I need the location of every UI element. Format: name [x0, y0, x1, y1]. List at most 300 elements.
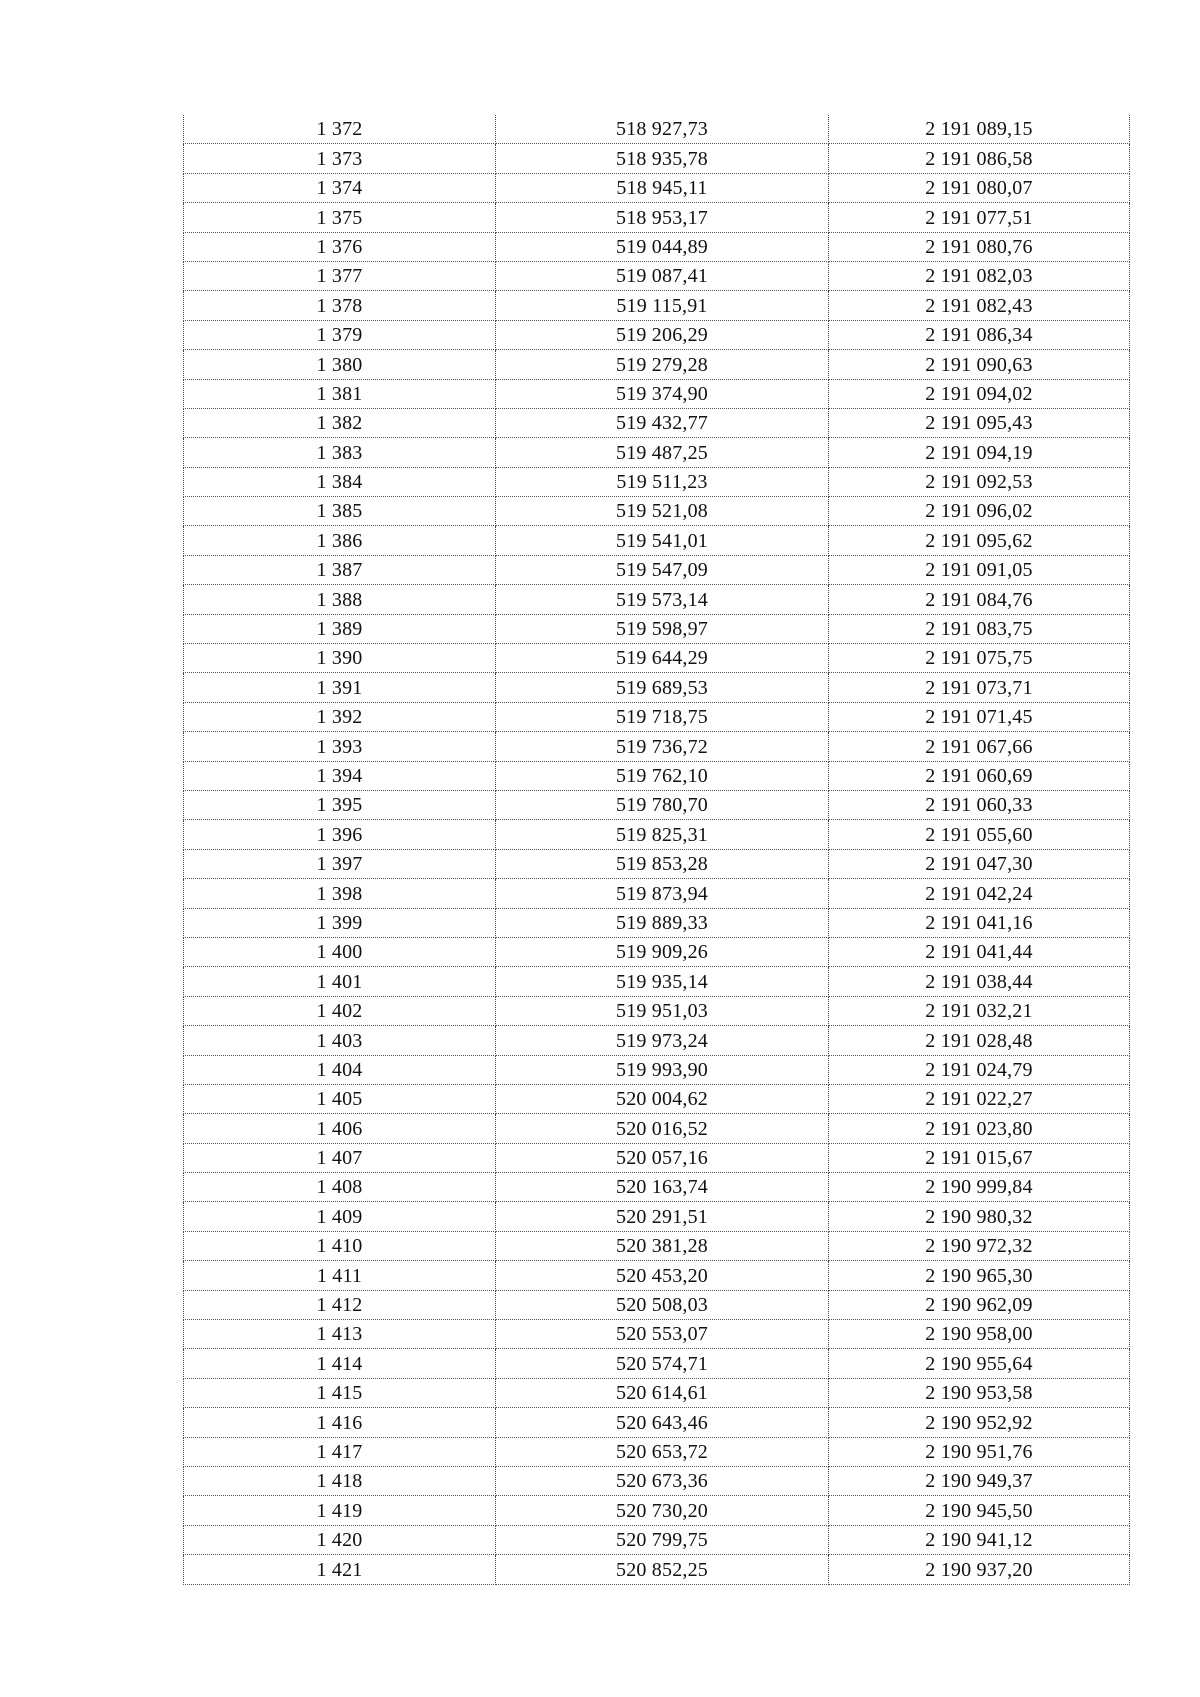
- cell-text: 1 384: [316, 471, 363, 494]
- cell-text: 1 420: [316, 1529, 363, 1552]
- cell-text: 2 191 092,53: [925, 471, 1033, 494]
- x-coordinate-cell: [496, 761, 829, 790]
- x-coordinate-cell: [496, 467, 829, 496]
- y-coordinate-cell: [829, 1231, 1130, 1260]
- table-row: [184, 585, 1130, 614]
- y-coordinate-cell: [829, 1202, 1130, 1231]
- point-number-cell: [184, 1143, 496, 1172]
- x-coordinate-cell: [496, 996, 829, 1025]
- cell-text: 2 190 949,37: [925, 1470, 1033, 1493]
- cell-text: 1 416: [316, 1411, 363, 1434]
- cell-text: 2 191 024,79: [925, 1058, 1033, 1081]
- x-coordinate-cell: [496, 673, 829, 702]
- cell-text: 1 379: [316, 324, 363, 347]
- x-coordinate-cell: [496, 526, 829, 555]
- cell-text: 2 190 941,12: [925, 1529, 1033, 1552]
- point-number-cell: [184, 1261, 496, 1290]
- y-coordinate-cell: [829, 203, 1130, 232]
- x-coordinate-cell: [496, 1378, 829, 1407]
- point-number-cell: [184, 1055, 496, 1084]
- cell-text: 1 421: [316, 1558, 363, 1581]
- cell-text: 2 191 038,44: [925, 970, 1033, 993]
- cell-text: 519 736,72: [616, 735, 708, 758]
- table-row: [184, 467, 1130, 496]
- cell-text: 1 396: [316, 823, 363, 846]
- cell-text: 1 406: [316, 1117, 363, 1140]
- cell-text: 2 191 032,21: [925, 1000, 1033, 1023]
- y-coordinate-cell: [829, 232, 1130, 261]
- cell-text: 1 411: [316, 1264, 363, 1287]
- cell-text: 519 853,28: [616, 853, 708, 876]
- cell-text: 2 191 073,71: [925, 676, 1033, 699]
- cell-text: 520 852,25: [616, 1558, 708, 1581]
- cell-text: 2 191 082,43: [925, 294, 1033, 317]
- y-coordinate-cell: [829, 761, 1130, 790]
- cell-text: 2 191 015,67: [925, 1147, 1033, 1170]
- cell-text: 1 399: [316, 911, 363, 934]
- cell-text: 1 373: [316, 147, 363, 170]
- x-coordinate-cell: [496, 144, 829, 173]
- x-coordinate-cell: [496, 320, 829, 349]
- cell-text: 520 004,62: [616, 1088, 708, 1111]
- y-coordinate-cell: [829, 1290, 1130, 1319]
- cell-text: 1 394: [316, 764, 363, 787]
- table-row: [184, 1525, 1130, 1554]
- cell-text: 519 951,03: [616, 1000, 708, 1023]
- y-coordinate-cell: [829, 1378, 1130, 1407]
- y-coordinate-cell: [829, 350, 1130, 379]
- table-row: [184, 1349, 1130, 1378]
- cell-text: 519 935,14: [616, 970, 708, 993]
- cell-text: 520 730,20: [616, 1499, 708, 1522]
- cell-text: 2 191 086,34: [925, 324, 1033, 347]
- cell-text: 520 673,36: [616, 1470, 708, 1493]
- cell-text: 1 381: [316, 382, 363, 405]
- cell-text: 1 389: [316, 618, 363, 641]
- y-coordinate-cell: [829, 320, 1130, 349]
- table-row: [184, 1026, 1130, 1055]
- cell-text: 519 115,91: [616, 294, 708, 317]
- table-row: [184, 1320, 1130, 1349]
- cell-text: 1 372: [316, 118, 363, 141]
- point-number-cell: [184, 996, 496, 1025]
- y-coordinate-cell: [829, 614, 1130, 643]
- cell-text: 2 190 999,84: [925, 1176, 1033, 1199]
- table-row: [184, 996, 1130, 1025]
- x-coordinate-cell: [496, 1084, 829, 1113]
- cell-text: 2 191 084,76: [925, 588, 1033, 611]
- cell-text: 1 378: [316, 294, 363, 317]
- cell-text: 2 191 089,15: [925, 118, 1033, 141]
- cell-text: 1 414: [316, 1352, 363, 1375]
- point-number-cell: [184, 173, 496, 202]
- table-row: [184, 261, 1130, 290]
- point-number-cell: [184, 497, 496, 526]
- point-number-cell: [184, 937, 496, 966]
- y-coordinate-cell: [829, 1143, 1130, 1172]
- point-number-cell: [184, 1202, 496, 1231]
- point-number-cell: [184, 1378, 496, 1407]
- x-coordinate-cell: [496, 1437, 829, 1466]
- x-coordinate-cell: [496, 1055, 829, 1084]
- point-number-cell: [184, 1466, 496, 1495]
- point-number-cell: [184, 820, 496, 849]
- cell-text: 2 190 962,09: [925, 1294, 1033, 1317]
- y-coordinate-cell: [829, 438, 1130, 467]
- cell-text: 2 190 965,30: [925, 1264, 1033, 1287]
- cell-text: 2 191 028,48: [925, 1029, 1033, 1052]
- cell-text: 519 432,77: [616, 412, 708, 435]
- cell-text: 519 521,08: [616, 500, 708, 523]
- y-coordinate-cell: [829, 526, 1130, 555]
- cell-text: 518 953,17: [616, 206, 708, 229]
- point-number-cell: [184, 673, 496, 702]
- cell-text: 519 644,29: [616, 647, 708, 670]
- cell-text: 2 191 023,80: [925, 1117, 1033, 1140]
- x-coordinate-cell: [496, 203, 829, 232]
- cell-text: 1 418: [316, 1470, 363, 1493]
- point-number-cell: [184, 614, 496, 643]
- point-number-cell: [184, 438, 496, 467]
- cell-text: 2 191 091,05: [925, 559, 1033, 582]
- cell-text: 520 653,72: [616, 1440, 708, 1463]
- cell-text: 1 419: [316, 1499, 363, 1522]
- cell-text: 2 191 077,51: [925, 206, 1033, 229]
- x-coordinate-cell: [496, 732, 829, 761]
- x-coordinate-cell: [496, 1202, 829, 1231]
- point-number-cell: [184, 879, 496, 908]
- table-row: [184, 761, 1130, 790]
- x-coordinate-cell: [496, 937, 829, 966]
- point-number-cell: [184, 408, 496, 437]
- point-number-cell: [184, 849, 496, 878]
- cell-text: 520 799,75: [616, 1529, 708, 1552]
- cell-text: 1 393: [316, 735, 363, 758]
- cell-text: 519 718,75: [616, 706, 708, 729]
- cell-text: 1 397: [316, 853, 363, 876]
- cell-text: 2 191 094,19: [925, 441, 1033, 464]
- x-coordinate-cell: [496, 908, 829, 937]
- y-coordinate-cell: [829, 790, 1130, 819]
- x-coordinate-cell: [496, 408, 829, 437]
- cell-text: 520 643,46: [616, 1411, 708, 1434]
- table-row: [184, 937, 1130, 966]
- cell-text: 2 191 095,43: [925, 412, 1033, 435]
- cell-text: 1 412: [316, 1294, 363, 1317]
- y-coordinate-cell: [829, 379, 1130, 408]
- cell-text: 519 573,14: [616, 588, 708, 611]
- cell-text: 520 381,28: [616, 1235, 708, 1258]
- cell-text: 2 191 094,02: [925, 382, 1033, 405]
- cell-text: 1 402: [316, 1000, 363, 1023]
- y-coordinate-cell: [829, 732, 1130, 761]
- x-coordinate-cell: [496, 967, 829, 996]
- cell-text: 2 191 047,30: [925, 853, 1033, 876]
- y-coordinate-cell: [829, 1349, 1130, 1378]
- cell-text: 2 191 080,76: [925, 235, 1033, 258]
- y-coordinate-cell: [829, 1525, 1130, 1554]
- point-number-cell: [184, 1026, 496, 1055]
- cell-text: 1 388: [316, 588, 363, 611]
- table-row: [184, 320, 1130, 349]
- cell-text: 2 190 945,50: [925, 1499, 1033, 1522]
- point-number-cell: [184, 115, 496, 144]
- point-number-cell: [184, 1084, 496, 1113]
- table-row: [184, 1143, 1130, 1172]
- cell-text: 2 191 071,45: [925, 706, 1033, 729]
- table-row: [184, 1437, 1130, 1466]
- point-number-cell: [184, 1114, 496, 1143]
- cell-text: 1 413: [316, 1323, 363, 1346]
- cell-text: 1 405: [316, 1088, 363, 1111]
- x-coordinate-cell: [496, 1466, 829, 1495]
- y-coordinate-cell: [829, 408, 1130, 437]
- cell-text: 519 909,26: [616, 941, 708, 964]
- cell-text: 520 291,51: [616, 1205, 708, 1228]
- table-row: [184, 1408, 1130, 1437]
- x-coordinate-cell: [496, 1261, 829, 1290]
- x-coordinate-cell: [496, 173, 829, 202]
- cell-text: 2 191 096,02: [925, 500, 1033, 523]
- table-row: [184, 1055, 1130, 1084]
- table-row: [184, 526, 1130, 555]
- table-row: [184, 702, 1130, 731]
- table-row: [184, 555, 1130, 584]
- cell-text: 518 935,78: [616, 147, 708, 170]
- table-row: [184, 1290, 1130, 1319]
- cell-text: 2 191 083,75: [925, 618, 1033, 641]
- y-coordinate-cell: [829, 497, 1130, 526]
- cell-text: 1 401: [316, 970, 363, 993]
- cell-text: 519 487,25: [616, 441, 708, 464]
- table-row: [184, 1114, 1130, 1143]
- x-coordinate-cell: [496, 1525, 829, 1554]
- point-number-cell: [184, 732, 496, 761]
- cell-text: 2 190 972,32: [925, 1235, 1033, 1258]
- cell-text: 1 390: [316, 647, 363, 670]
- cell-text: 519 780,70: [616, 794, 708, 817]
- cell-text: 519 206,29: [616, 324, 708, 347]
- point-number-cell: [184, 379, 496, 408]
- table-row: [184, 644, 1130, 673]
- cell-text: 1 385: [316, 500, 363, 523]
- table-row: [184, 1378, 1130, 1407]
- cell-text: 519 087,41: [616, 265, 708, 288]
- cell-text: 2 191 060,33: [925, 794, 1033, 817]
- point-number-cell: [184, 350, 496, 379]
- cell-text: 519 541,01: [616, 529, 708, 552]
- cell-text: 2 191 067,66: [925, 735, 1033, 758]
- y-coordinate-cell: [829, 1466, 1130, 1495]
- point-number-cell: [184, 1320, 496, 1349]
- table-row: [184, 379, 1130, 408]
- point-number-cell: [184, 467, 496, 496]
- x-coordinate-cell: [496, 849, 829, 878]
- cell-text: 1 407: [316, 1147, 363, 1170]
- y-coordinate-cell: [829, 144, 1130, 173]
- cell-text: 519 044,89: [616, 235, 708, 258]
- table-row: [184, 1496, 1130, 1525]
- point-number-cell: [184, 1290, 496, 1319]
- point-number-cell: [184, 1555, 496, 1584]
- table-row: [184, 144, 1130, 173]
- point-number-cell: [184, 967, 496, 996]
- point-number-cell: [184, 908, 496, 937]
- table-row: [184, 438, 1130, 467]
- x-coordinate-cell: [496, 379, 829, 408]
- point-number-cell: [184, 585, 496, 614]
- y-coordinate-cell: [829, 908, 1130, 937]
- x-coordinate-cell: [496, 1349, 829, 1378]
- y-coordinate-cell: [829, 937, 1130, 966]
- table-row: [184, 1173, 1130, 1202]
- cell-text: 2 191 055,60: [925, 823, 1033, 846]
- cell-text: 1 375: [316, 206, 363, 229]
- cell-text: 519 511,23: [616, 471, 708, 494]
- cell-text: 519 689,53: [616, 676, 708, 699]
- table-row: [184, 1466, 1130, 1495]
- x-coordinate-cell: [496, 232, 829, 261]
- cell-text: 519 374,90: [616, 382, 708, 405]
- cell-text: 520 508,03: [616, 1294, 708, 1317]
- cell-text: 520 614,61: [616, 1382, 708, 1405]
- y-coordinate-cell: [829, 1437, 1130, 1466]
- point-number-cell: [184, 291, 496, 320]
- cell-text: 520 057,16: [616, 1147, 708, 1170]
- point-number-cell: [184, 790, 496, 819]
- cell-text: 1 408: [316, 1176, 363, 1199]
- cell-text: 1 377: [316, 265, 363, 288]
- cell-text: 519 973,24: [616, 1029, 708, 1052]
- point-number-cell: [184, 261, 496, 290]
- cell-text: 520 016,52: [616, 1117, 708, 1140]
- table-row: [184, 732, 1130, 761]
- x-coordinate-cell: [496, 790, 829, 819]
- table-row: [184, 203, 1130, 232]
- cell-text: 1 382: [316, 412, 363, 435]
- cell-text: 1 417: [316, 1440, 363, 1463]
- cell-text: 519 762,10: [616, 764, 708, 787]
- cell-text: 2 191 041,44: [925, 941, 1033, 964]
- point-number-cell: [184, 232, 496, 261]
- point-number-cell: [184, 644, 496, 673]
- cell-text: 2 191 080,07: [925, 177, 1033, 200]
- cell-text: 2 191 086,58: [925, 147, 1033, 170]
- x-coordinate-cell: [496, 350, 829, 379]
- point-number-cell: [184, 761, 496, 790]
- table-row: [184, 408, 1130, 437]
- table-row: [184, 291, 1130, 320]
- cell-text: 519 889,33: [616, 911, 708, 934]
- x-coordinate-cell: [496, 1026, 829, 1055]
- cell-text: 2 191 022,27: [925, 1088, 1033, 1111]
- point-number-cell: [184, 1231, 496, 1260]
- x-coordinate-cell: [496, 702, 829, 731]
- cell-text: 518 927,73: [616, 118, 708, 141]
- x-coordinate-cell: [496, 1555, 829, 1584]
- y-coordinate-cell: [829, 702, 1130, 731]
- cell-text: 1 386: [316, 529, 363, 552]
- table-row: [184, 115, 1130, 144]
- cell-text: 2 191 060,69: [925, 764, 1033, 787]
- y-coordinate-cell: [829, 1084, 1130, 1113]
- cell-text: 1 374: [316, 177, 363, 200]
- x-coordinate-cell: [496, 644, 829, 673]
- x-coordinate-cell: [496, 555, 829, 584]
- x-coordinate-cell: [496, 497, 829, 526]
- cell-text: 1 403: [316, 1029, 363, 1052]
- cell-text: 2 190 955,64: [925, 1352, 1033, 1375]
- y-coordinate-cell: [829, 1408, 1130, 1437]
- x-coordinate-cell: [496, 1290, 829, 1319]
- y-coordinate-cell: [829, 1496, 1130, 1525]
- cell-text: 1 391: [316, 676, 363, 699]
- table-row: [184, 1555, 1130, 1584]
- x-coordinate-cell: [496, 1231, 829, 1260]
- y-coordinate-cell: [829, 1555, 1130, 1584]
- table-row: [184, 1084, 1130, 1113]
- x-coordinate-cell: [496, 438, 829, 467]
- x-coordinate-cell: [496, 261, 829, 290]
- table-row: [184, 614, 1130, 643]
- cell-text: 518 945,11: [616, 177, 708, 200]
- cell-text: 519 279,28: [616, 353, 708, 376]
- point-number-cell: [184, 1408, 496, 1437]
- point-number-cell: [184, 1437, 496, 1466]
- table-row: [184, 350, 1130, 379]
- cell-text: 520 453,20: [616, 1264, 708, 1287]
- y-coordinate-cell: [829, 585, 1130, 614]
- x-coordinate-cell: [496, 291, 829, 320]
- table-row: [184, 1202, 1130, 1231]
- cell-text: 1 404: [316, 1058, 363, 1081]
- y-coordinate-cell: [829, 996, 1130, 1025]
- point-number-cell: [184, 526, 496, 555]
- cell-text: 2 191 095,62: [925, 529, 1033, 552]
- point-number-cell: [184, 320, 496, 349]
- point-number-cell: [184, 1173, 496, 1202]
- cell-text: 2 190 952,92: [925, 1411, 1033, 1434]
- table-row: [184, 497, 1130, 526]
- cell-text: 2 191 042,24: [925, 882, 1033, 905]
- y-coordinate-cell: [829, 1026, 1130, 1055]
- cell-text: 519 825,31: [616, 823, 708, 846]
- cell-text: 2 191 075,75: [925, 647, 1033, 670]
- coordinates-table-body: [184, 115, 1130, 1584]
- y-coordinate-cell: [829, 820, 1130, 849]
- x-coordinate-cell: [496, 1173, 829, 1202]
- table-row: [184, 790, 1130, 819]
- cell-text: 2 190 980,32: [925, 1205, 1033, 1228]
- cell-text: 1 383: [316, 441, 363, 464]
- y-coordinate-cell: [829, 291, 1130, 320]
- cell-text: 1 387: [316, 559, 363, 582]
- point-number-cell: [184, 1496, 496, 1525]
- cell-text: 2 190 953,58: [925, 1382, 1033, 1405]
- x-coordinate-cell: [496, 1114, 829, 1143]
- cell-text: 2 190 951,76: [925, 1440, 1033, 1463]
- y-coordinate-cell: [829, 644, 1130, 673]
- cell-text: 1 398: [316, 882, 363, 905]
- cell-text: 2 191 082,03: [925, 265, 1033, 288]
- table-row: [184, 908, 1130, 937]
- x-coordinate-cell: [496, 820, 829, 849]
- cell-text: 520 553,07: [616, 1323, 708, 1346]
- table-row: [184, 879, 1130, 908]
- x-coordinate-cell: [496, 1320, 829, 1349]
- table-row: [184, 1261, 1130, 1290]
- cell-text: 1 410: [316, 1235, 363, 1258]
